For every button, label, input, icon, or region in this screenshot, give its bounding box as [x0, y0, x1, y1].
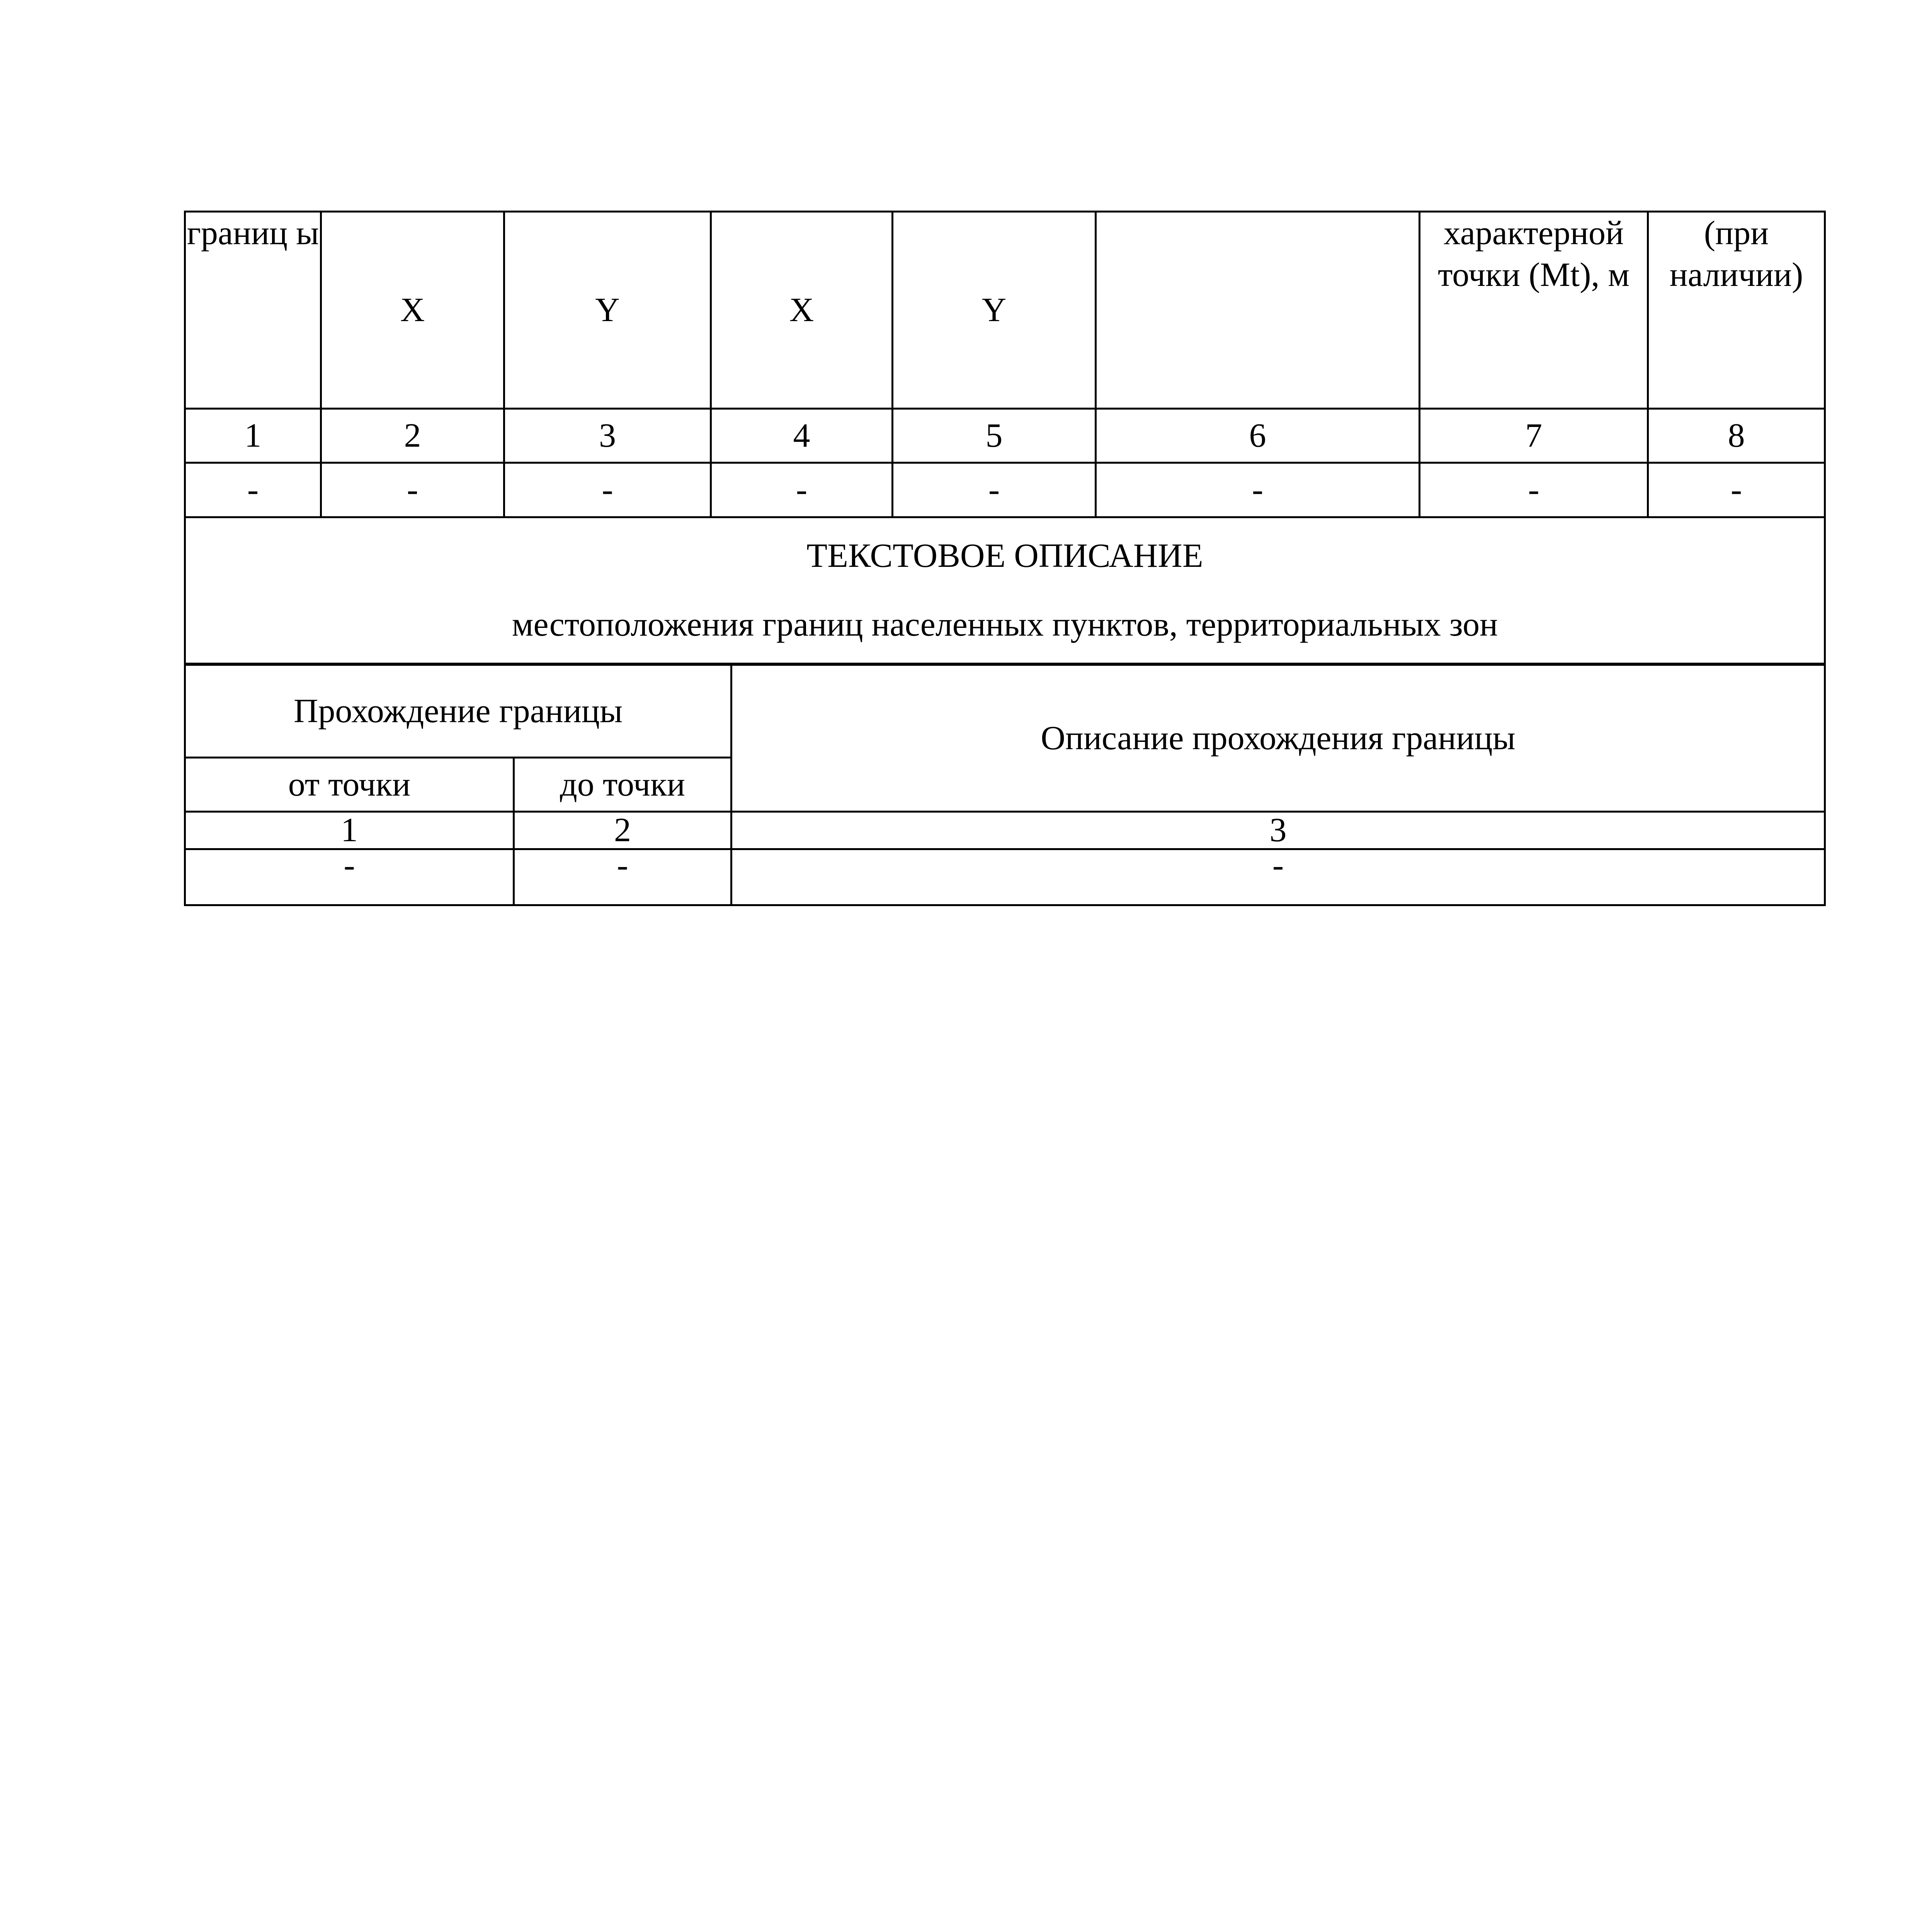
from-point-header-cell [185, 758, 514, 812]
header-accuracy-label: характерной точки (Mt), м [1437, 214, 1630, 294]
header-cell-description [1648, 212, 1825, 409]
column-number-cell: 4 [711, 409, 893, 463]
column-number-cell: 3 [504, 409, 711, 463]
header-cell-y1 [504, 212, 711, 409]
coordinates-header-row [185, 212, 1825, 409]
table-row [185, 463, 1825, 517]
column-number-cell: 3 [731, 812, 1825, 849]
passage-column-number-row [185, 812, 1825, 849]
column-number-cell: 2 [514, 812, 731, 849]
column-number-cell: 1 [185, 812, 514, 849]
passage-header-row [185, 665, 1825, 758]
column-number-cell: 2 [321, 409, 504, 463]
text-description-subtitle: местоположения границ населенных пунктов, территориальных зон [512, 606, 1498, 643]
table-cell: - [731, 849, 1825, 905]
table-cell: - [514, 849, 731, 905]
column-number-cell: 1 [185, 409, 321, 463]
column-number-cell: 7 [1420, 409, 1648, 463]
column-number-cell: 8 [1648, 409, 1825, 463]
header-cell-y2 [893, 212, 1096, 409]
table-row [185, 849, 1825, 905]
text-description-cell [185, 517, 1825, 664]
column-number-cell: 5 [893, 409, 1096, 463]
text-description-title: ТЕКСТОВОЕ ОПИСАНИЕ [806, 537, 1203, 575]
column-number-row [185, 409, 1825, 463]
table-cell: - [321, 463, 504, 517]
boundary-passage-table [184, 664, 1826, 906]
passage-group-header-cell [185, 665, 731, 758]
header-cell-x2 [711, 212, 893, 409]
passage-description-header: Описание прохождения границы [1041, 719, 1516, 757]
text-description-row [185, 517, 1825, 664]
header-cell-method [1096, 212, 1420, 409]
header-boundary-label: границ ы [187, 214, 319, 252]
header-description-label: (при наличии) [1669, 214, 1803, 294]
from-point-header: от точки [288, 765, 411, 803]
header-cell-boundary [185, 212, 321, 409]
table-cell: - [185, 849, 514, 905]
header-x1-label: X [400, 291, 425, 329]
table-cell: - [893, 463, 1096, 517]
column-number-cell: 6 [1096, 409, 1420, 463]
table-cell: - [1420, 463, 1648, 517]
table-cell: - [504, 463, 711, 517]
passage-description-header-cell [731, 665, 1825, 812]
table-cell: - [711, 463, 893, 517]
header-cell-accuracy [1420, 212, 1648, 409]
table-cell: - [1648, 463, 1825, 517]
to-point-header: до точки [560, 765, 685, 803]
header-y1-label: Y [595, 291, 620, 329]
header-x2-label: X [789, 291, 814, 329]
passage-group-header: Прохождение границы [293, 692, 623, 730]
header-y2-label: Y [981, 291, 1007, 329]
table-cell: - [1096, 463, 1420, 517]
to-point-header-cell [514, 758, 731, 812]
coordinates-table [184, 211, 1826, 665]
table-cell: - [185, 463, 321, 517]
header-cell-x1 [321, 212, 504, 409]
